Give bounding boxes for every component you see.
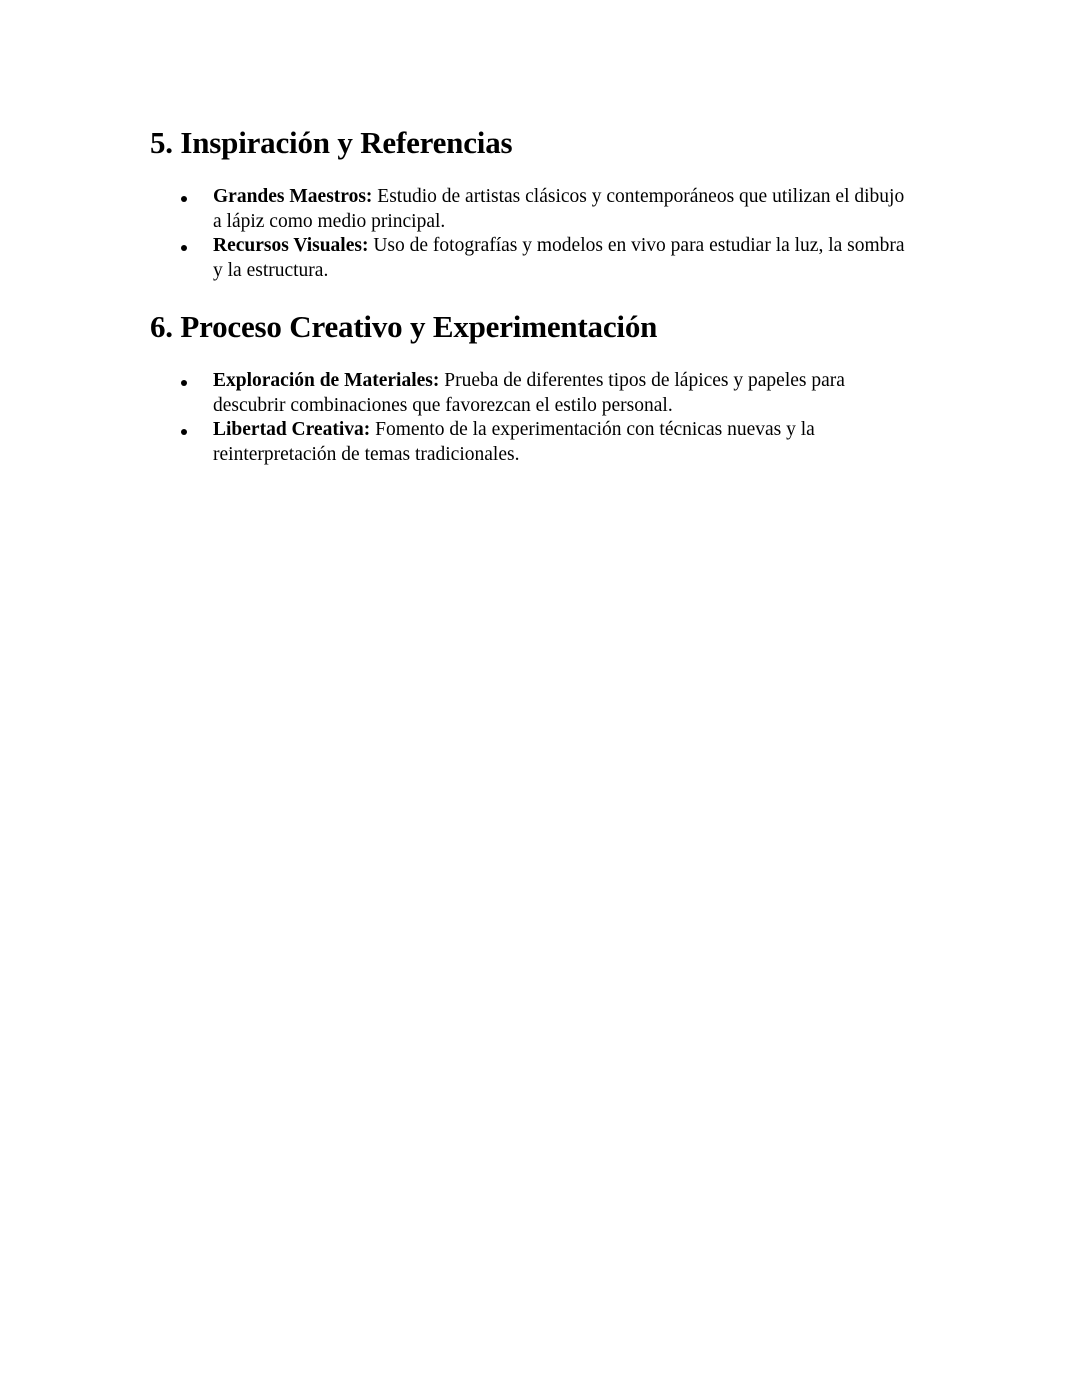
item-term: Exploración de Materiales: (213, 370, 440, 391)
list-item (150, 369, 913, 418)
bullet-list (150, 369, 950, 467)
item-text: Uso de fotografías y modelos en vivo para estudiar la luz, la sombra y la estructura. (213, 235, 905, 281)
item-term: Libertad Creativa: (213, 419, 371, 440)
item-term: Recursos Visuales: (213, 235, 369, 256)
item-text: Fomento de la experimentación con técnicas nuevas y la reinterpretación de temas tradicionales. (213, 419, 815, 465)
bullet-icon (181, 429, 187, 435)
item-text: Prueba de diferentes tipos de lápices y papeles para descubrir combinaciones que favorezcan el estilo personal. (213, 370, 845, 416)
bullet-icon (181, 196, 187, 202)
section-heading: 5. Inspiración y Referencias (150, 125, 513, 160)
list-item (150, 185, 913, 234)
item-term: Grandes Maestros: (213, 186, 373, 207)
section-proceso-creativo (150, 306, 950, 467)
bullet-icon (181, 245, 187, 251)
list-item (150, 418, 913, 467)
bullet-icon (181, 380, 187, 386)
section-inspiracion (150, 122, 950, 283)
bullet-list (150, 185, 950, 283)
list-item (150, 234, 913, 283)
item-text: Estudio de artistas clásicos y contemporáneos que utilizan el dibujo a lápiz como medio principal. (213, 186, 905, 232)
section-heading: 6. Proceso Creativo y Experimentación (150, 309, 658, 344)
